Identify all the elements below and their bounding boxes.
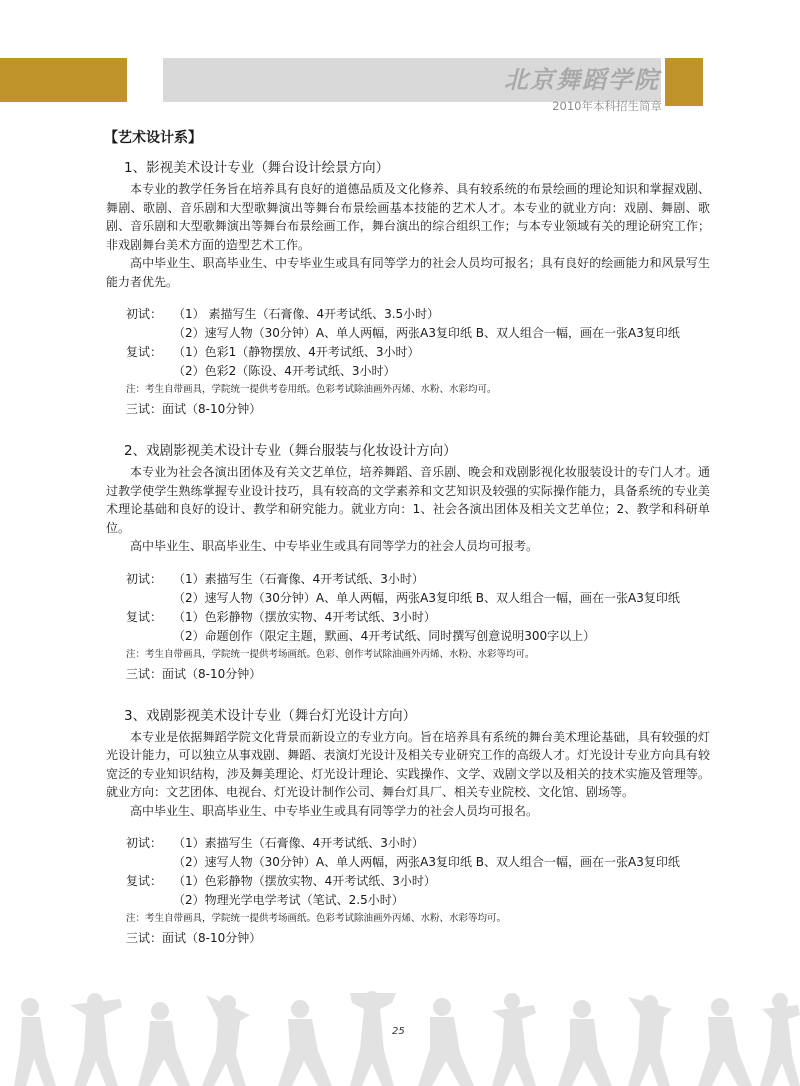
first-round-label: 初试： <box>126 571 163 586</box>
exam-item: （1）色彩静物（摆放实物、4开考试纸、3小时） <box>173 874 436 888</box>
eligibility-text: 高中毕业生、职高毕业生、中专毕业生或具有同等学力的社会人员均可报名。 <box>130 803 539 818</box>
page-number: 25 <box>392 1026 405 1037</box>
section-title: 1、影视美术设计专业（舞台设计绘景方向） <box>124 160 390 176</box>
exam-note: 注：考生自带画具，学院统一提供考场画纸。色彩、创作考试除油画外丙烯、水粉、水彩等均可。 <box>126 648 535 660</box>
exam-item: （2）速写人物（30分钟）A、单人两幅，两张A3复印纸 B、双人组合一幅，画在一张A3复印纸 <box>173 326 680 340</box>
exam-item: （1）色彩1（静物摆放、4开考试纸、3小时） <box>173 345 420 359</box>
exam-item: （1）素描写生（石膏像、4开考试纸、3小时） <box>173 571 424 586</box>
section-description: 本专业为社会各演出团体及有关文艺单位，培养舞蹈、音乐剧、晚会和戏剧影视化妆服装设计的专门人才。通过教学使学生熟练掌握专业设计技巧，具有较高的文学素养和文艺知识及较强的实际操作能力，具备系统的专业美术理论基础和良好的设计、教学和研究能力。就业方向：1、社会各演出团体及相关文艺单位；2、教学和科研单位。 <box>106 465 710 535</box>
department-heading: 【艺术设计系】 <box>104 130 202 146</box>
exam-note: 注：考生自带画具，学院统一提供考场画纸。色彩考试除油画外丙烯、水粉、水彩等均可。 <box>126 913 507 924</box>
section-1 <box>106 158 710 419</box>
school-logo: 北京舞蹈学院 <box>504 65 660 94</box>
exam-item: （2）命题创作（限定主题，默画、4开考试纸、同时撰写创意说明300字以上） <box>173 628 596 643</box>
exam-schedule <box>106 305 710 419</box>
exam-item: （2）物理光学电学考试（笔试、2.5小时） <box>173 893 404 907</box>
second-round-label: 复试： <box>126 874 163 888</box>
second-round-label: 复试： <box>126 609 163 624</box>
exam-item: （1）色彩静物（摆放实物、4开考试纸、3小时） <box>173 609 436 624</box>
section-3 <box>106 706 710 949</box>
first-round-label: 初试： <box>126 307 163 321</box>
exam-item: （2）速写人物（30分钟）A、单人两幅，两张A3复印纸 B、双人组合一幅，画在一张A3复印纸 <box>173 855 680 869</box>
header-gold-block-right <box>665 58 703 106</box>
third-round: 三试：面试（8-10分钟） <box>126 931 262 945</box>
exam-note: 注：考生自带画具，学院统一提供考卷用纸。色彩考试除油画外丙烯、水粉、水彩均可。 <box>126 384 497 395</box>
third-round: 三试：面试（8-10分钟） <box>126 666 262 681</box>
first-round-label: 初试： <box>126 836 163 850</box>
section-description: 本专业的教学任务旨在培养具有良好的道德品质及文化修养、具有较系统的布景绘画的理论知识和掌握戏剧、舞剧、歌剧、音乐剧和大型歌舞演出等舞台布景绘画基本技能的艺术人才。本专业的就业方向：戏剧、舞剧、歌剧、音乐剧和大型歌舞演出等舞台布景绘画工作，舞台演出的综合组织工作；与本专业领域有关的理论研究工作；非戏剧舞台美术方面的造型艺术工作。 <box>106 182 710 252</box>
page-content <box>106 128 710 948</box>
brochure-subtitle: 2010年本科招生简章 <box>552 99 662 113</box>
exam-item: （1）素描写生（石膏像、4开考试纸、3小时） <box>173 836 424 850</box>
exam-item: （2）速写人物（30分钟）A、单人两幅，两张A3复印纸 B、双人组合一幅，画在一张A3复印纸 <box>173 590 680 605</box>
exam-schedule <box>106 570 710 684</box>
section-2 <box>106 441 710 684</box>
second-round-label: 复试： <box>126 345 163 359</box>
section-title: 3、戏剧影视美术设计专业（舞台灯光设计方向） <box>124 707 417 724</box>
third-round: 三试：面试（8-10分钟） <box>126 402 262 416</box>
exam-item: （2）色彩2（陈设、4开考试纸、3小时） <box>173 364 396 378</box>
section-description: 本专业是依据舞蹈学院文化背景而新设立的专业方向。旨在培养具有系统的舞台美术理论基础，具有较强的灯光设计能力，可以独立从事戏剧、舞蹈、表演灯光设计及相关专业研究工作的高级人才。灯光设计专业方向具有较宽泛的专业知识结构，涉及舞美理论、灯光设计理论、实践操作、文学、戏剧文学以及相关的技术实施及管理等。就业方向：文艺团体、电视台、灯光设计制作公司、舞台灯具厂、相关专业院校、文化馆、剧场等。 <box>106 729 710 799</box>
section-title: 2、戏剧影视美术设计专业（舞台服装与化妆设计方向） <box>124 443 457 459</box>
exam-schedule <box>106 834 710 948</box>
exam-item: （1） 素描写生（石膏像、4开考试纸、3.5小时） <box>173 307 440 321</box>
eligibility-text: 高中毕业生、职高毕业生、中专毕业生或具有同等学力的社会人员均可报考。 <box>130 539 539 553</box>
eligibility-text: 高中毕业生、职高毕业生、中专毕业生或具有同等学力的社会人员均可报名；具有良好的绘画能力和风景写生能力者优先。 <box>106 256 710 289</box>
header-gold-block-left <box>0 58 127 102</box>
